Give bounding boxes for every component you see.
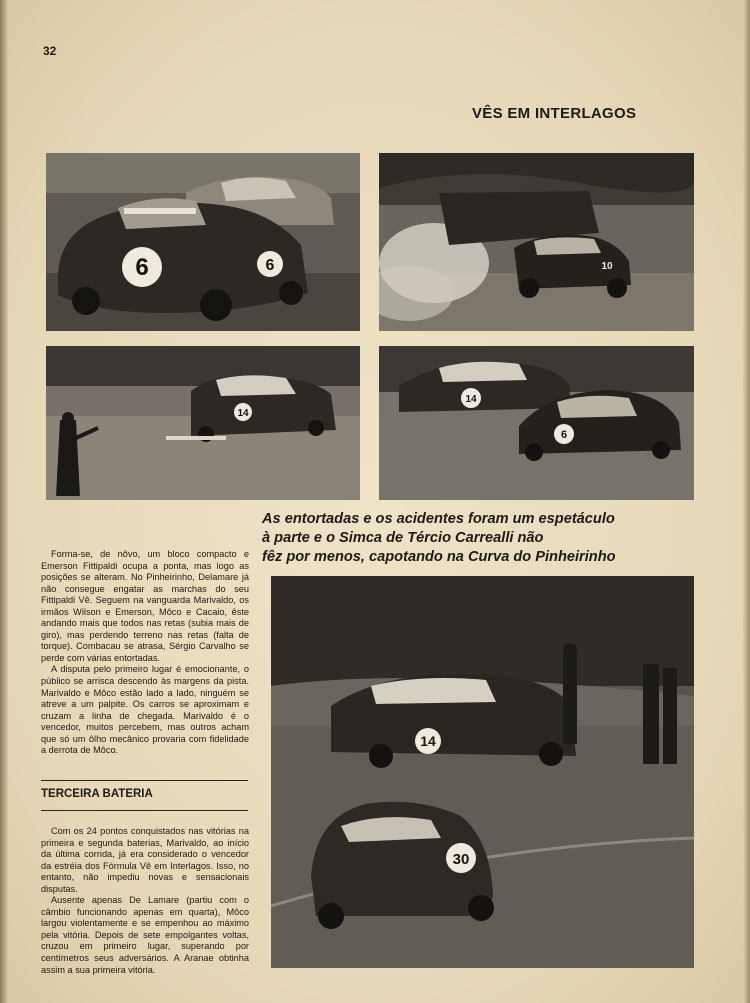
body-paragraph: Forma-se, de nôvo, um bloco compacto e Emerson Fittipaldi ocupa a ponta, mas logo as posições se alteram. No Pinheirinho, Delamare já não consegue engatar as marchas do seu Fittipaldi Vê. Seguem na vanguarda Marivaldo, os irmãos Wilson e Emerson, Môco e Cacaio, êste andando mais que todos nas retas (subia mais de giro), mas perdendo terreno nas retas (falta de torque). Combacau se atrasa, Sérgio Carvalho se perde com várias entortadas.	[41, 549, 249, 663]
body-paragraph: Ausente apenas De Lamare (partiu com o câmbio funcionando apenas em quarta), Môco largou violentamente e se empenhou ao máximo pela vitória. Depois de sete empolgantes voltas, cruzou em primeiro lugar, superando por centímetros seus adversários. A Aranae obtinha assim a sua primeira vitória.	[41, 895, 249, 975]
subhead-rule-top	[41, 780, 248, 781]
body-paragraph: Com os 24 pontos conquistados nas vitórias na primeira e segunda baterias, Marivaldo, ao início da última corrida, já era considerado o vencedor da estréia dos Fórmula Vê em Interlagos. Isso, no entanto, não impediu novas e sensacionais disputas.	[41, 826, 249, 894]
car-number-label: 30	[452, 851, 470, 868]
subhead-rule-bottom	[41, 810, 248, 811]
caption-line: As entortadas e os acidentes foram um espetáculo	[262, 511, 615, 527]
body-paragraph: A disputa pelo primeiro lugar é emocionante, o público se arrisca descendo às margens da pista. Marivaldo e Môco estão lado a lado, ninguém se atreve a um palpite. Os carros se aproximam e cruzam a linha de chegada. Marivaldo é o vencedor, muitos percebem, mas outros acham que só um ôlho mecânico provaria com fidelidade a derrota de Môco.	[41, 664, 249, 756]
car-number-label: 10	[601, 261, 613, 272]
car-number-label: 6	[560, 429, 568, 441]
caption-line: fêz por menos, capotando na Curva do Pinheirinho	[262, 549, 616, 565]
photo-caption	[262, 510, 702, 567]
race-photo-3	[46, 346, 360, 500]
subhead: TERCEIRA BATERIA	[41, 788, 153, 800]
race-photo-2	[379, 153, 694, 331]
page-edge-left	[0, 0, 8, 1003]
car-number-label: 14	[237, 408, 249, 419]
race-photo-5	[271, 576, 694, 968]
page-edge-right	[743, 0, 750, 1003]
page-number: 32	[43, 44, 57, 58]
car-number-label: 14	[465, 394, 477, 405]
article-body-1	[41, 549, 249, 757]
race-photo-4	[379, 346, 694, 500]
car-number-label: 6	[265, 257, 275, 274]
car-number-label: 6	[135, 254, 149, 281]
section-title: VÊS EM INTERLAGOS	[472, 105, 637, 122]
article-body-2	[41, 826, 249, 976]
caption-line: à parte e o Simca de Tércio Carrealli não	[262, 530, 544, 546]
car-number-label: 14	[420, 733, 436, 749]
race-photo-1	[46, 153, 360, 331]
